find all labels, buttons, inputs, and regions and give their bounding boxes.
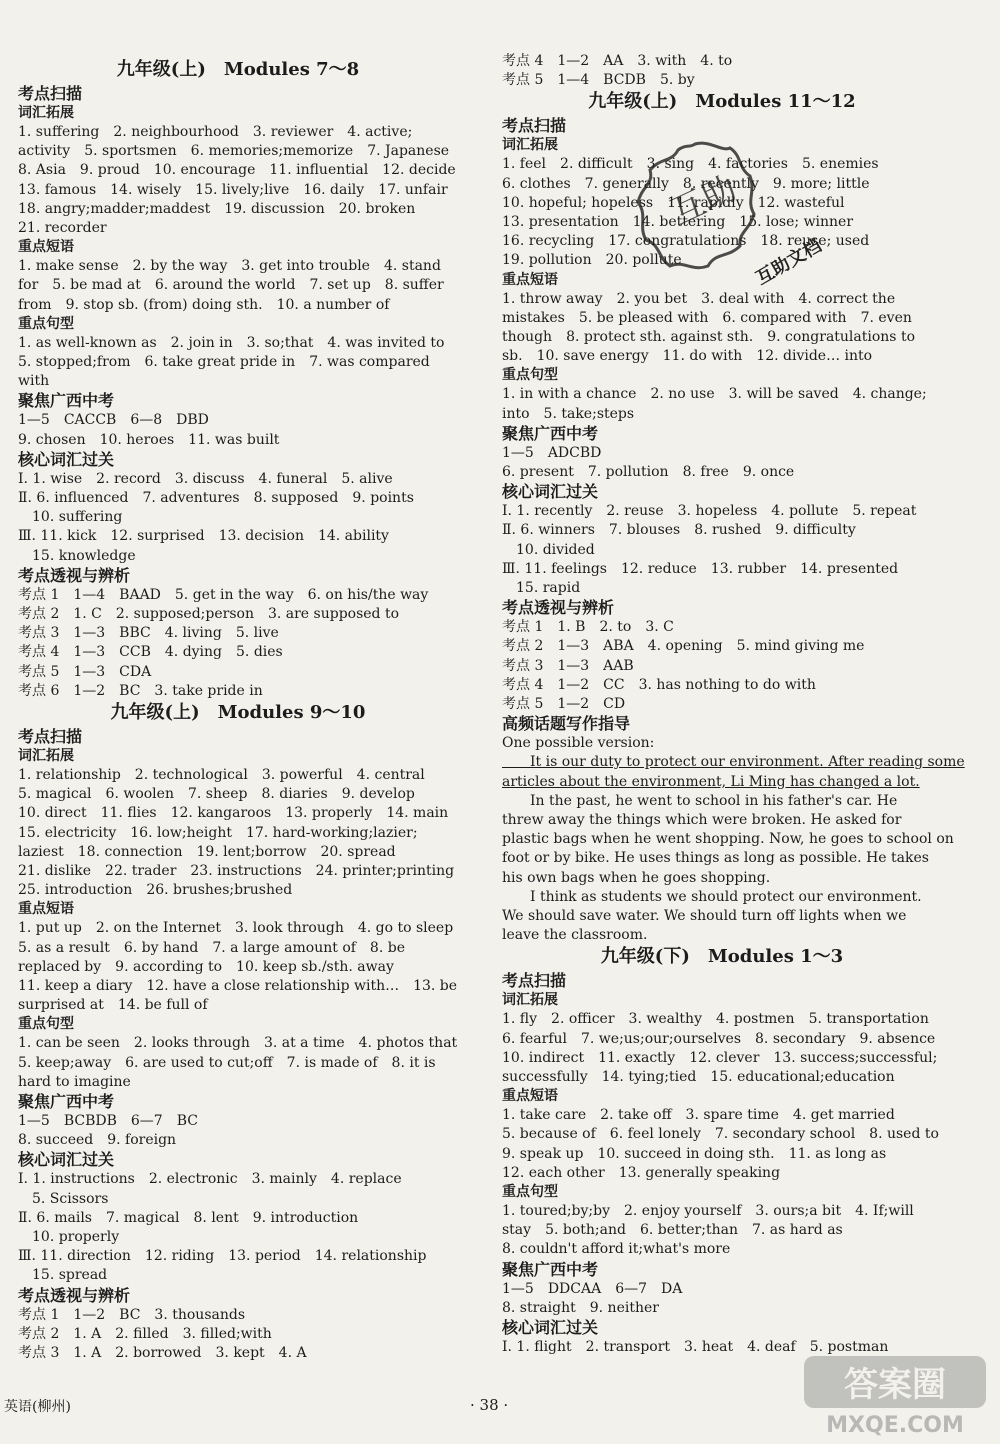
section-heading: 聚焦广西中考	[502, 1259, 599, 1279]
page-number: · 38 ·	[470, 1396, 509, 1414]
answer-line: Ⅲ. 11. kick 12. surprised 13. decision 14. ability	[18, 528, 389, 545]
answer-line: his own bags when he goes shopping.	[502, 869, 771, 886]
answer-line: 10. suffering	[18, 509, 123, 526]
subsection-heading: 重点短语	[502, 1088, 558, 1105]
section-title: 九年级(上) Modules 7～8	[116, 59, 360, 80]
answer-line: 考点 1 1—4 BAAD 5. get in the way 6. on his/the way	[18, 586, 429, 603]
answer-line: Ⅱ. 6. winners 7. blouses 8. rushed 9. difficulty	[502, 522, 856, 539]
answer-line: mistakes 5. be pleased with 6. compared with 7. even	[502, 309, 912, 326]
answer-line: It is our duty to protect our environment. After reading some	[502, 754, 965, 771]
answer-line: 5. stopped;from 6. take great pride in 7. was compared	[18, 354, 430, 370]
answer-line: 1. toured;by;by 2. enjoy yourself 3. ours;a bit 4. If;will	[502, 1203, 914, 1219]
section-heading: 高频话题写作指导	[502, 714, 631, 734]
answer-line: 考点 5 1—2 CD	[502, 696, 626, 712]
answer-line: 1. fly 2. officer 3. wealthy 4. postmen 5. transportation	[502, 1011, 929, 1028]
answer-line: 考点 3 1. A 2. borrowed 3. kept 4. A	[18, 1345, 307, 1361]
section-title: 九年级(上) Modules 9～10	[110, 702, 366, 723]
answer-line: 25. introduction 26. brushes;brushed	[18, 882, 293, 899]
answer-line: 9. speak up 10. succeed in doing sth. 11. as long as	[502, 1145, 887, 1162]
footer-subject: 英语(柳州)	[4, 1399, 71, 1415]
answer-line: 5. keep;away 6. are used to cut;off 7. is made of 8. it is	[18, 1054, 436, 1071]
answer-line: 15. knowledge	[18, 547, 136, 564]
answer-line: 考点 4 1—2 CC 3. has nothing to do with	[502, 676, 816, 693]
answer-line: 18. angry;madder;maddest 19. discussion 20. broken	[18, 200, 416, 217]
answer-line: Ⅰ. 1. instructions 2. electronic 3. mainly 4. replace	[18, 1171, 402, 1188]
answer-line: 15. spread	[18, 1267, 108, 1284]
subsection-heading: 重点句型	[502, 367, 558, 384]
svg-text:互助: 互助	[664, 168, 743, 234]
answer-line: 11. keep a diary 12. have a close relationship with… 13. be	[18, 978, 458, 994]
answer-line: 5. because of 6. feel lonely 7. secondary school 8. used to	[502, 1126, 939, 1143]
subsection-heading: 重点短语	[18, 239, 74, 256]
answer-line: laziest 18. connection 19. lent;borrow 20. spread	[18, 843, 396, 860]
subsection-heading: 重点短语	[502, 271, 558, 288]
answer-line: 1. in with a chance 2. no use 3. will be saved 4. change;	[502, 386, 927, 403]
section-heading: 考点扫描	[18, 84, 83, 103]
answer-line: Ⅲ. 11. direction 12. riding 13. period 14. relationship	[18, 1248, 427, 1265]
answer-line: leave the classroom.	[502, 927, 648, 944]
answer-line: for 5. be mad at 6. around the world 7. set up 8. suffer	[18, 277, 444, 294]
svg-text:MXQE.COM: MXQE.COM	[826, 1413, 964, 1438]
answer-line: 13. famous 14. wisely 15. lively;live 16. daily 17. unfair	[18, 181, 448, 198]
answer-line: 考点 2 1. A 2. filled 3. filled;with	[18, 1325, 272, 1342]
answer-line: 1. throw away 2. you bet 3. deal with 4. correct the	[502, 290, 896, 307]
answer-line: Ⅱ. 6. influenced 7. adventures 8. supposed 9. points	[18, 490, 414, 506]
answer-line: sb. 10. save energy 11. do with 12. divide… into	[502, 348, 873, 365]
section-heading: 聚焦广西中考	[502, 423, 599, 443]
answer-line: 6. present 7. pollution 8. free 9. once	[502, 464, 795, 480]
section-heading: 考点透视与辨析	[18, 1285, 131, 1305]
stamp-text: 互助文档	[752, 235, 826, 290]
section-title: 九年级(下) Modules 1～3	[600, 946, 844, 968]
section-heading: 核心词汇过关	[18, 449, 115, 469]
answer-line: 21. dislike 22. trader 23. instructions 24. printer;printing	[18, 863, 455, 879]
answer-line: 考点 3 1—3 AAB	[502, 657, 634, 674]
answer-line: 1. can be seen 2. looks through 3. at a time 4. photos that	[18, 1035, 458, 1052]
answer-line: replaced by 9. according to 10. keep sb./sth. away	[18, 958, 394, 975]
answer-line: I think as students we should protect our environment.	[502, 888, 922, 905]
answer-line: 1—5 DDCAA 6—7 DA	[502, 1280, 683, 1297]
stamp-seal-icon	[630, 138, 760, 278]
answer-line: from 9. stop sb. (from) doing sth. 10. a number of	[18, 296, 390, 313]
section-heading: 聚焦广西中考	[18, 391, 115, 411]
answer-line: into 5. take;steps	[502, 405, 635, 422]
answer-line: 13. presentation 14. bettering 15. lose; winner	[502, 214, 854, 230]
answer-line: foot or by bike. He uses things as long as possible. He takes	[502, 850, 929, 867]
section-heading: 考点透视与辨析	[18, 565, 131, 585]
subsection-heading: 重点句型	[502, 1184, 558, 1200]
answer-line: Ⅲ. 11. feelings 12. reduce 13. rubber 14. presented	[502, 560, 899, 577]
subsection-heading: 词汇拓展	[18, 105, 74, 121]
answer-line: 8. straight 9. neither	[502, 1299, 659, 1316]
answer-line: 8. couldn't afford it;what's more	[502, 1241, 731, 1258]
answer-line: 10. indirect 11. exactly 12. clever 13. success;successful;	[502, 1049, 938, 1066]
answer-line: 19. pollution 20. pollute	[502, 252, 682, 269]
answer-line: 考点 1 1. B 2. to 3. C	[502, 619, 674, 636]
section-heading: 核心词汇过关	[18, 1150, 115, 1170]
answer-line: 考点 2 1. C 2. supposed;person 3. are supposed to	[18, 606, 400, 622]
answer-line: 考点 4 1—3 CCB 4. dying 5. dies	[18, 644, 283, 661]
answer-line: 21. recorder	[18, 220, 107, 236]
answer-line: 10. hopeful; hopeless 11. rapidly 12. wasteful	[502, 194, 845, 211]
watermark-logo-icon	[800, 1352, 990, 1438]
answer-line: 1. take care 2. take off 3. spare time 4. get married	[502, 1107, 895, 1124]
answer-line: surprised at 14. be full of	[18, 997, 208, 1014]
answer-line: 考点 1 1—2 BC 3. thousands	[18, 1306, 246, 1323]
answer-line: 8. Asia 9. proud 10. encourage 11. influential 12. decide	[18, 162, 456, 179]
answer-line: 1. as well-known as 2. join in 3. so;that 4. was invited to	[18, 334, 445, 351]
answer-line: 6. fearful 7. we;us;our;ourselves 8. secondary 9. absence	[502, 1030, 936, 1047]
subsection-heading: 词汇拓展	[18, 748, 74, 764]
answer-line: 1. make sense 2. by the way 3. get into trouble 4. stand	[18, 258, 441, 275]
answer-line: 考点 2 1—3 ABA 4. opening 5. mind giving me	[502, 638, 865, 655]
answer-line: 考点 5 1—4 BCDB 5. by	[502, 72, 695, 89]
answer-line: 1. relationship 2. technological 3. powerful 4. central	[18, 767, 425, 783]
answer-line: Ⅰ. 1. wise 2. record 3. discuss 4. funeral 5. alive	[18, 470, 393, 487]
answer-line: One possible version:	[502, 735, 655, 752]
section-heading: 考点扫描	[18, 727, 83, 746]
section-heading: 核心词汇过关	[502, 482, 599, 502]
section-title: 九年级(上) Modules 11～12	[588, 91, 856, 113]
answer-line: 5. magical 6. woolen 7. sheep 8. diaries 9. develop	[18, 786, 415, 803]
answer-line: 1—5 BCBDB 6—7 BC	[18, 1113, 198, 1129]
subsection-heading: 词汇拓展	[502, 992, 558, 1009]
answer-line: 10. properly	[18, 1229, 120, 1245]
answer-line: 15. rapid	[502, 580, 581, 596]
answer-line: We should save water. We should turn off lights when we	[502, 908, 907, 924]
answer-line: 9. chosen 10. heroes 11. was built	[18, 431, 280, 448]
answer-line: 1. suffering 2. neighbourhood 3. reviewer 4. active;	[18, 124, 413, 140]
answer-line: 6. clothes 7. generally 8. recently 9. more; little	[502, 175, 870, 192]
answer-line: 8. succeed 9. foreign	[18, 1132, 177, 1149]
answer-line: successfully 14. tying;tied 15. educational;education	[502, 1069, 895, 1085]
section-heading: 考点透视与辨析	[502, 598, 615, 618]
subsection-heading: 重点句型	[18, 1016, 74, 1033]
answer-line: 1. feel 2. difficult 3. sing 4. factories 5. enemies	[502, 156, 879, 173]
answer-line: with	[18, 373, 50, 390]
answer-line: 12. each other 13. generally speaking	[502, 1164, 781, 1181]
answer-line: 考点 6 1—2 BC 3. take pride in	[18, 682, 263, 699]
section-heading: 考点扫描	[502, 971, 567, 991]
section-heading: 考点扫描	[502, 116, 567, 136]
answer-line: 1. put up 2. on the Internet 3. look through 4. go to sleep	[18, 920, 454, 937]
answer-line: 10. divided	[502, 541, 595, 558]
answer-line: Ⅰ. 1. recently 2. reuse 3. hopeless 4. pollute 5. repeat	[502, 503, 917, 520]
answer-line: though 8. protect sth. against sth. 9. congratulations to	[502, 329, 915, 345]
subsection-heading: 重点短语	[18, 901, 74, 918]
answer-line: 考点 4 1—2 AA 3. with 4. to	[502, 53, 733, 69]
answer-line: stay 5. both;and 6. better;than 7. as hard as	[502, 1222, 843, 1239]
answer-line: 考点 5 1—3 CDA	[18, 663, 152, 680]
answer-line: 5. Scissors	[18, 1190, 109, 1207]
answer-line: 16. recycling 17. congratulations 18. reuse; used	[502, 233, 870, 250]
answer-line: 10. direct 11. flies 12. kangaroos 13. properly 14. main	[18, 805, 449, 822]
answer-line: 1—5 CACCB 6—8 DBD	[18, 412, 209, 429]
subsection-heading: 词汇拓展	[502, 137, 558, 154]
answer-line: Ⅱ. 6. mails 7. magical 8. lent 9. introduction	[18, 1209, 359, 1226]
answer-line: 15. electricity 16. low;height 17. hard-working;lazier;	[18, 824, 418, 841]
answer-line: threw away the things which were broken. He asked for	[502, 812, 902, 828]
answer-line: plastic bags when he went shopping. Now, he goes to school on	[502, 831, 954, 848]
answer-line: 1—5 ADCBD	[502, 444, 602, 461]
answer-line: activity 5. sportsmen 6. memories;memorize 7. Japanese	[18, 143, 450, 160]
section-heading: 核心词汇过关	[502, 1318, 599, 1337]
answer-line: 考点 3 1—3 BBC 4. living 5. live	[18, 625, 279, 642]
answer-line: In the past, he went to school in his father's car. He	[502, 792, 898, 809]
section-heading: 聚焦广西中考	[18, 1092, 115, 1111]
subsection-heading: 重点句型	[18, 315, 74, 332]
answer-line: hard to imagine	[18, 1073, 131, 1090]
svg-text:答案圈: 答案圈	[844, 1365, 946, 1405]
answer-line: Ⅰ. 1. flight 2. transport 3. heat 4. deaf 5. postman	[502, 1339, 889, 1355]
answer-line: 5. as a result 6. by hand 7. a large amount of 8. be	[18, 939, 405, 956]
answer-line: articles about the environment, Li Ming has changed a lot.	[502, 773, 920, 790]
